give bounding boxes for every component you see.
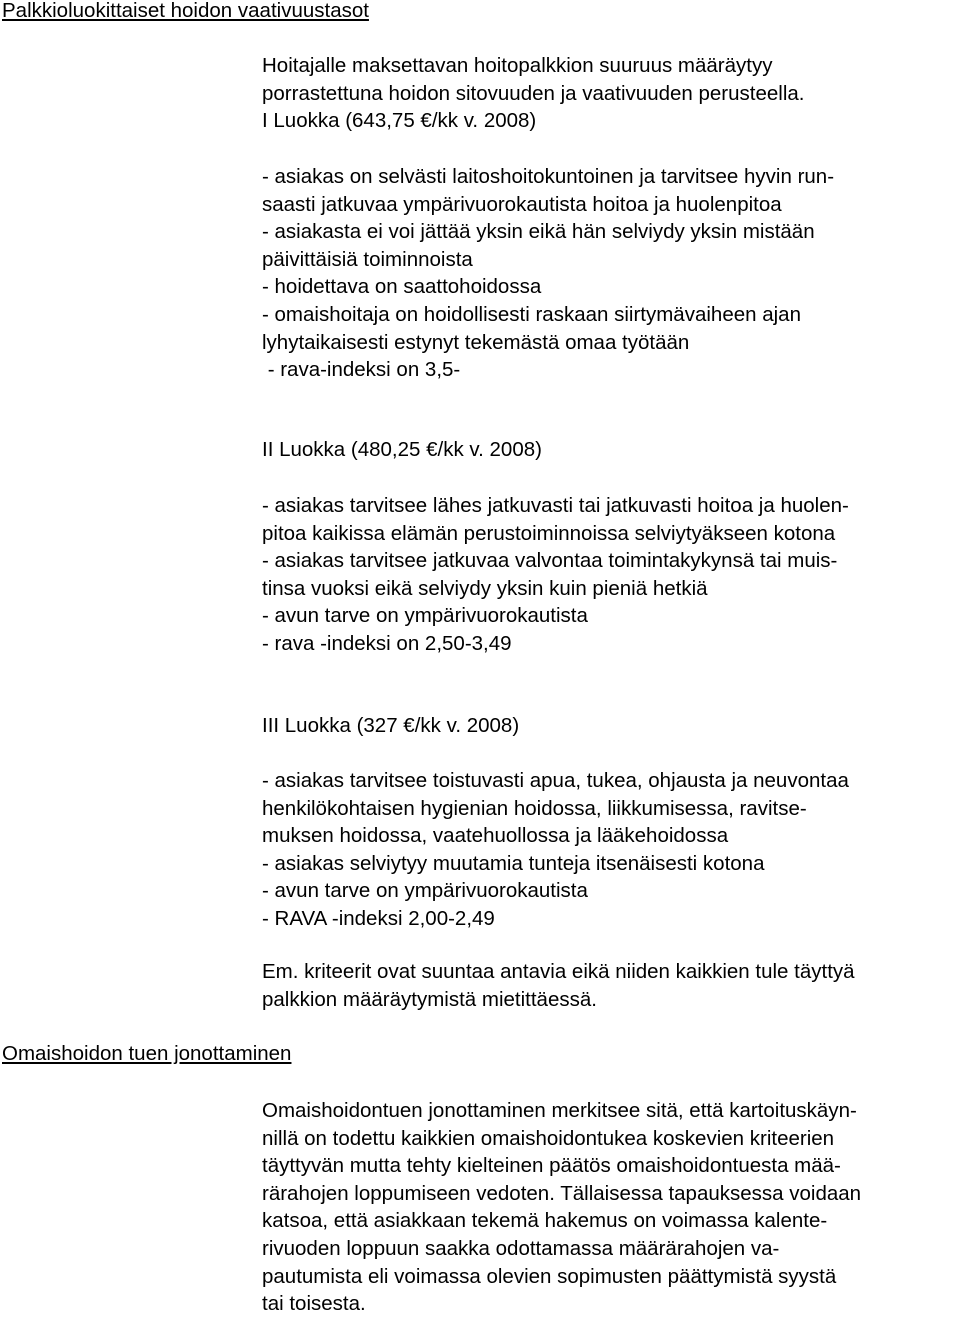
text-line: Hoitajalle maksettavan hoitopalkkion suuruus määräytyy	[262, 54, 773, 77]
class3-criteria	[262, 767, 960, 933]
text-line: päivittäisiä toiminnoista	[262, 247, 473, 271]
text-line: lyhytaikaisesti estynyt tekemästä omaa työtään	[262, 330, 690, 354]
text-line: - hoidettava on saattohoidossa	[262, 275, 542, 299]
text-line: henkilökohtaisen hygienian hoidossa, liikkumisessa, ravitse-	[262, 796, 807, 820]
class2-criteria	[262, 492, 960, 658]
text-line: - RAVA -indeksi 2,00-2,49	[262, 906, 495, 930]
text-line: saasti jatkuvaa ympärivuorokautista hoitoa ja huolenpitoa	[262, 192, 782, 216]
text-line: III Luokka (327 €/kk v. 2008)	[262, 714, 520, 737]
class2-heading	[262, 436, 960, 464]
text-line: - rava -indeksi on 2,50-3,49	[262, 631, 512, 655]
class1-criteria	[262, 163, 960, 384]
text-line: - asiakas tarvitsee jatkuvaa valvontaa toimintakykynsä tai muis-	[262, 549, 838, 573]
text-line: Omaishoidontuen jonottaminen merkitsee sitä, että kartoituskäyn-	[262, 1099, 857, 1122]
text-line: II Luokka (480,25 €/kk v. 2008)	[262, 438, 542, 461]
criteria-note	[262, 958, 960, 1013]
class1-heading: I Luokka (643,75 €/kk v. 2008)	[262, 109, 537, 133]
text-line: pitoa kaikissa elämän perustoiminnoissa selviytyäkseen kotona	[262, 521, 836, 545]
intro-paragraph	[262, 52, 960, 135]
text-line: palkkion määräytymistä mietittäessä.	[262, 987, 597, 1011]
section-heading-queue: Omaishoidon tuen jonottaminen	[2, 1042, 292, 1065]
text-line: tai toisesta.	[262, 1292, 366, 1316]
text-line: porrastettuna hoidon sitovuuden ja vaativuuden perusteella.	[262, 81, 805, 105]
text-line: tinsa vuoksi eikä selviydy yksin kuin pieniä hetkiä	[262, 576, 708, 600]
text-line: - avun tarve on ympärivuorokautista	[262, 879, 588, 903]
text-line: muksen hoidossa, vaatehuollossa ja lääkehoidossa	[262, 824, 729, 848]
text-line: rärahojen loppumiseen vedoten. Tällaisessa tapauksessa voidaan	[262, 1181, 862, 1205]
text-line: nillä on todettu kaikkien omaishoidontukea koskevien kriteerien	[262, 1126, 835, 1150]
text-line: pautumista eli voimassa olevien sopimusten päättymistä syystä	[262, 1264, 837, 1288]
text-line: - avun tarve on ympärivuorokautista	[262, 604, 588, 628]
class3-heading	[262, 712, 960, 740]
text-line: täyttyvän mutta tehty kielteinen päätös omaishoidontuesta mää-	[262, 1154, 841, 1178]
queue-paragraph	[262, 1097, 960, 1318]
text-line: - asiakas tarvitsee toistuvasti apua, tukea, ohjausta ja neuvontaa	[262, 769, 849, 792]
text-line: katsoa, että asiakkaan tekemä hakemus on voimassa kalente-	[262, 1209, 828, 1233]
text-line: Em. kriteerit ovat suuntaa antavia eikä niiden kaikkien tule täyttyä	[262, 960, 855, 983]
text-line: - omaishoitaja on hoidollisesti raskaan siirtymävaiheen ajan	[262, 302, 801, 326]
text-line: - rava-indeksi on 3,5-	[262, 358, 461, 382]
text-line: - asiakasta ei voi jättää yksin eikä hän selviydy yksin mistään	[262, 220, 815, 244]
text-line: - asiakas selviytyy muutamia tunteja itsenäisesti kotona	[262, 851, 765, 875]
text-line: - asiakas on selvästi laitoshoitokuntoinen ja tarvitsee hyvin run-	[262, 165, 835, 188]
text-line: - asiakas tarvitsee lähes jatkuvasti tai jatkuvasti hoitoa ja huolen-	[262, 494, 849, 517]
section-heading-grading: Palkkioluokittaiset hoidon vaativuustasot	[2, 0, 369, 22]
text-line: rivuoden loppuun saakka odottamassa määrärahojen va-	[262, 1236, 780, 1260]
